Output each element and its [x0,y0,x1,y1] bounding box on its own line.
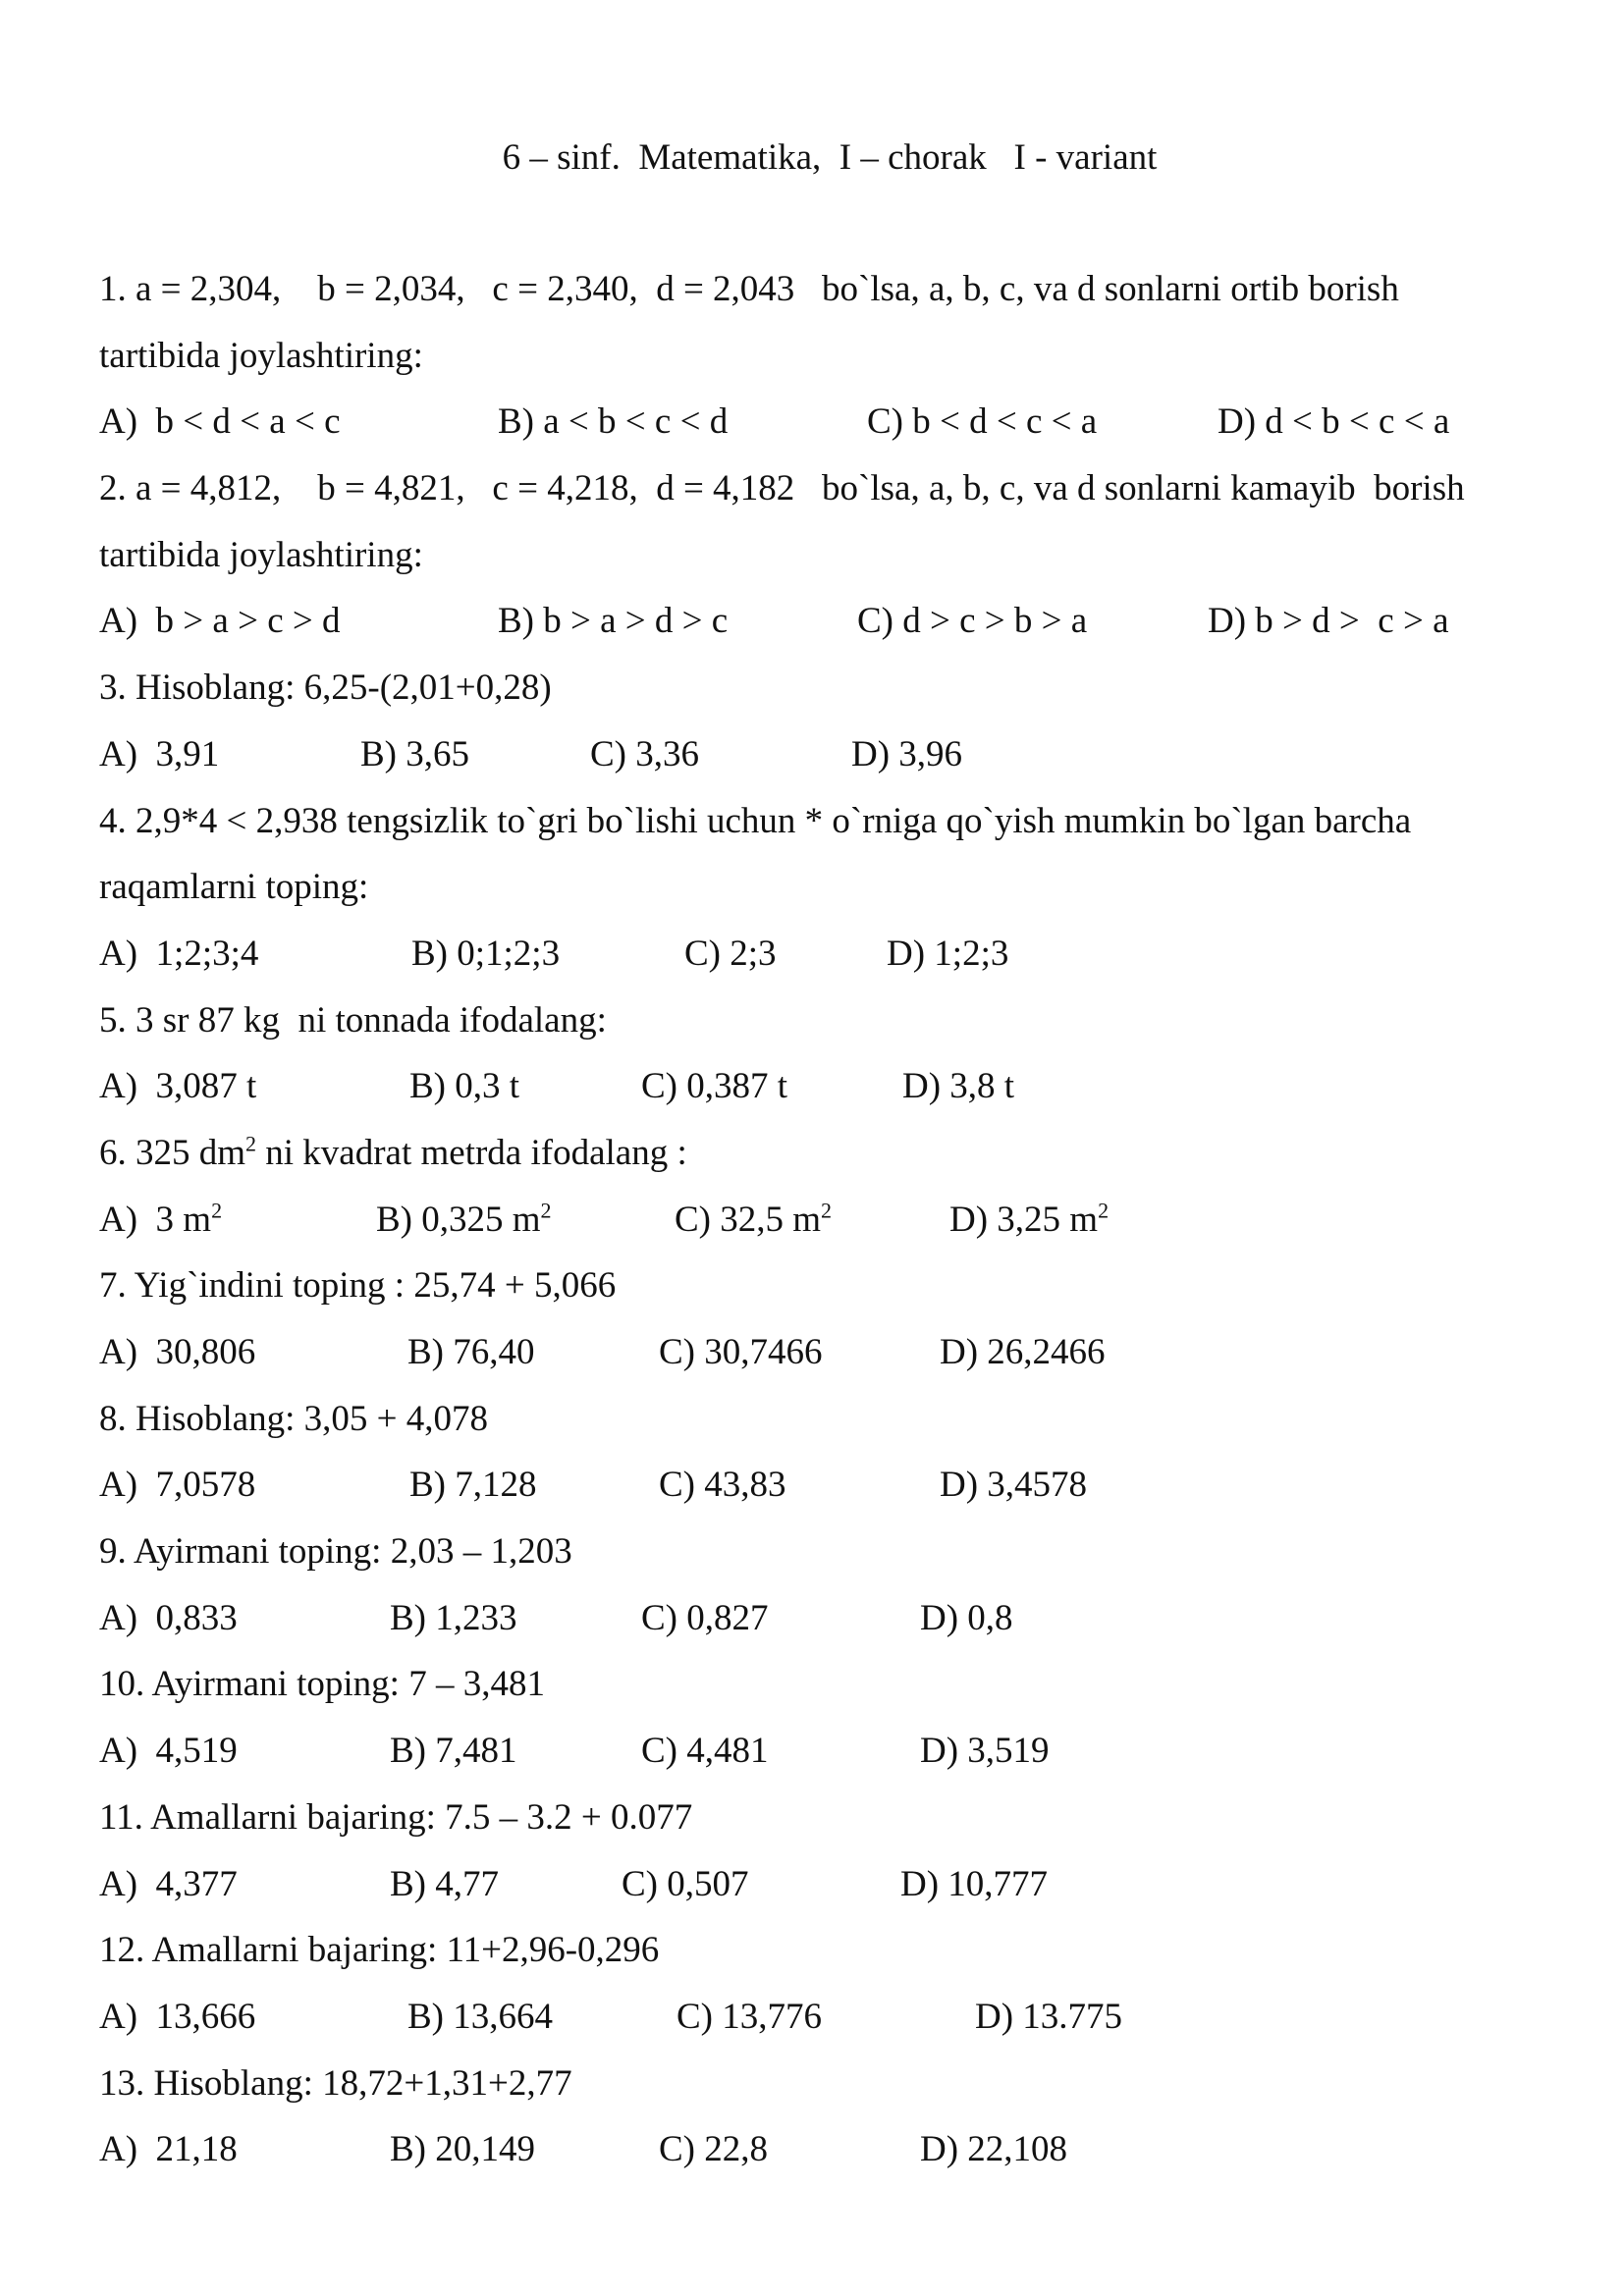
question-8-line-1: 8. Hisoblang: 3,05 + 4,078 [99,1398,488,1439]
question-list [99,266,1572,2193]
superscript: 2 [821,1198,833,1223]
question-1-line-1: 1. a = 2,304, b = 2,034, c = 2,340, d = 2,043 bo`lsa, a, b, c, va d sonlarni ortib borish [99,269,1399,309]
option-a: A) 30,806 [99,1332,256,1372]
question-1-options [99,399,1572,465]
option-b: B) 4,77 [390,1863,499,1904]
option-b: B) 7,481 [390,1731,517,1772]
question-5-line-1: 5. 3 sr 87 kg ni tonnada ifodalang: [99,999,607,1041]
question-13-line-1: 13. Hisoblang: 18,72+1,31+2,77 [99,2062,572,2104]
option-a: A) 3,91 [99,733,220,774]
question-3-options [99,731,1572,798]
question-4-line-2: raqamlarni toping: [99,867,369,908]
option-a: A) 0,833 [99,1597,238,1638]
option-c: C) 3,36 [590,733,699,774]
question-13-options [99,2126,1572,2193]
option-a: A) 7,0578 [99,1465,256,1506]
question-12-line-1: 12. Amallarni bajaring: 11+2,96-0,296 [99,1930,660,1971]
question-2-line-1: 2. a = 4,812, b = 4,821, c = 4,218, d = 4,182 bo`lsa, a, b, c, va d sonlarni kamayib borish [99,468,1465,509]
question-6-text-after: ni kvadrat metrda ifodalang : [256,1132,687,1173]
option-d: D) 3,4578 [940,1465,1088,1506]
option-c: C) 0,507 [622,1863,749,1904]
option-c: C) 43,83 [659,1465,786,1506]
question-6-options [99,1197,1572,1263]
question-4-options [99,931,1572,997]
question-6-line-1 [99,1130,1572,1197]
option-b: B) 1,233 [390,1597,517,1638]
option-d: D) 26,2466 [940,1332,1106,1372]
option-a: A) 13,666 [99,1996,256,2037]
question-12-options [99,1994,1572,2060]
option-d: D) 3,96 [851,733,963,774]
option-a: A) b > a > c > d [99,601,341,642]
option-c: C) 22,8 [659,2129,768,2170]
option-a-text: A) 3 m [99,1199,212,1240]
option-b: B) 0;1;2;3 [411,933,561,974]
superscript: 2 [1098,1198,1110,1223]
option-d: D) 0,8 [920,1597,1013,1638]
question-1-line-2: tartibida joylashtiring: [99,335,423,376]
question-5-options [99,1063,1572,1130]
option-c: C) 13,776 [677,1996,822,2037]
option-a: A) 1;2;3;4 [99,933,259,974]
option-b: B) 0,3 t [409,1066,520,1107]
option-c: C) 30,7466 [659,1332,823,1372]
option-b: B) 13,664 [407,1996,553,2037]
option-c-text: C) 32,5 m [675,1199,822,1240]
option-a: A) 4,377 [99,1863,238,1904]
option-b: B) a < b < c < d [498,401,729,443]
question-2-options [99,598,1572,665]
question-3-line-1: 3. Hisoblang: 6,25-(2,01+0,28) [99,667,552,709]
question-7-line-1: 7. Yig`indini toping : 25,74 + 5,066 [99,1265,617,1307]
option-c: C) d > c > b > a [857,601,1088,642]
option-b: B) 20,149 [390,2129,535,2170]
option-d: D) 1;2;3 [887,933,1009,974]
option-b: B) 76,40 [407,1332,535,1372]
question-10-options [99,1728,1572,1794]
option-a [99,1197,222,1244]
option-a: A) 21,18 [99,2129,238,2170]
question-11-line-1: 11. Amallarni bajaring: 7.5 – 3.2 + 0.077 [99,1796,693,1838]
superscript: 2 [540,1198,552,1223]
question-4-line-1: 4. 2,9*4 < 2,938 tengsizlik to`gri bo`lishi uchun * o`rniga qo`yish mumkin bo`lgan barcha [99,800,1412,841]
option-a: A) 3,087 t [99,1066,257,1107]
question-7-options [99,1329,1572,1396]
question-6-text-before: 6. 325 dm [99,1132,246,1173]
page-title: 6 – sinf. Matematika, I – chorak I - variant [502,137,1158,178]
question-9-line-1: 9. Ayirmani toping: 2,03 – 1,203 [99,1531,572,1573]
question-10-line-1: 10. Ayirmani toping: 7 – 3,481 [99,1664,545,1705]
option-c: C) 0,387 t [641,1066,788,1107]
option-d-text: D) 3,25 m [949,1199,1099,1240]
option-d: D) 22,108 [920,2129,1068,2170]
question-8-options [99,1462,1572,1528]
option-c: C) b < d < c < a [867,401,1098,443]
option-d: D) 13.775 [975,1996,1123,2037]
option-d: D) 10,777 [900,1863,1049,1904]
question-9-options [99,1595,1572,1662]
option-b: B) b > a > d > c [498,601,729,642]
option-d: D) b > d > c > a [1208,601,1449,642]
option-d: D) d < b < c < a [1218,401,1450,443]
option-c [675,1197,832,1244]
option-b-text: B) 0,325 m [376,1199,541,1240]
option-c: C) 2;3 [684,933,777,974]
option-d [949,1197,1109,1244]
question-2-line-2: tartibida joylashtiring: [99,534,423,575]
option-c: C) 0,827 [641,1597,769,1638]
option-d: D) 3,519 [920,1731,1050,1772]
option-d: D) 3,8 t [902,1066,1015,1107]
superscript: 2 [245,1131,257,1156]
option-b: B) 3,65 [360,733,469,774]
question-11-options [99,1861,1572,1928]
option-b: B) 7,128 [409,1465,537,1506]
option-a: A) b < d < a < c [99,401,341,443]
superscript: 2 [211,1198,223,1223]
option-c: C) 4,481 [641,1731,769,1772]
option-a: A) 4,519 [99,1731,238,1772]
option-b [376,1197,552,1244]
